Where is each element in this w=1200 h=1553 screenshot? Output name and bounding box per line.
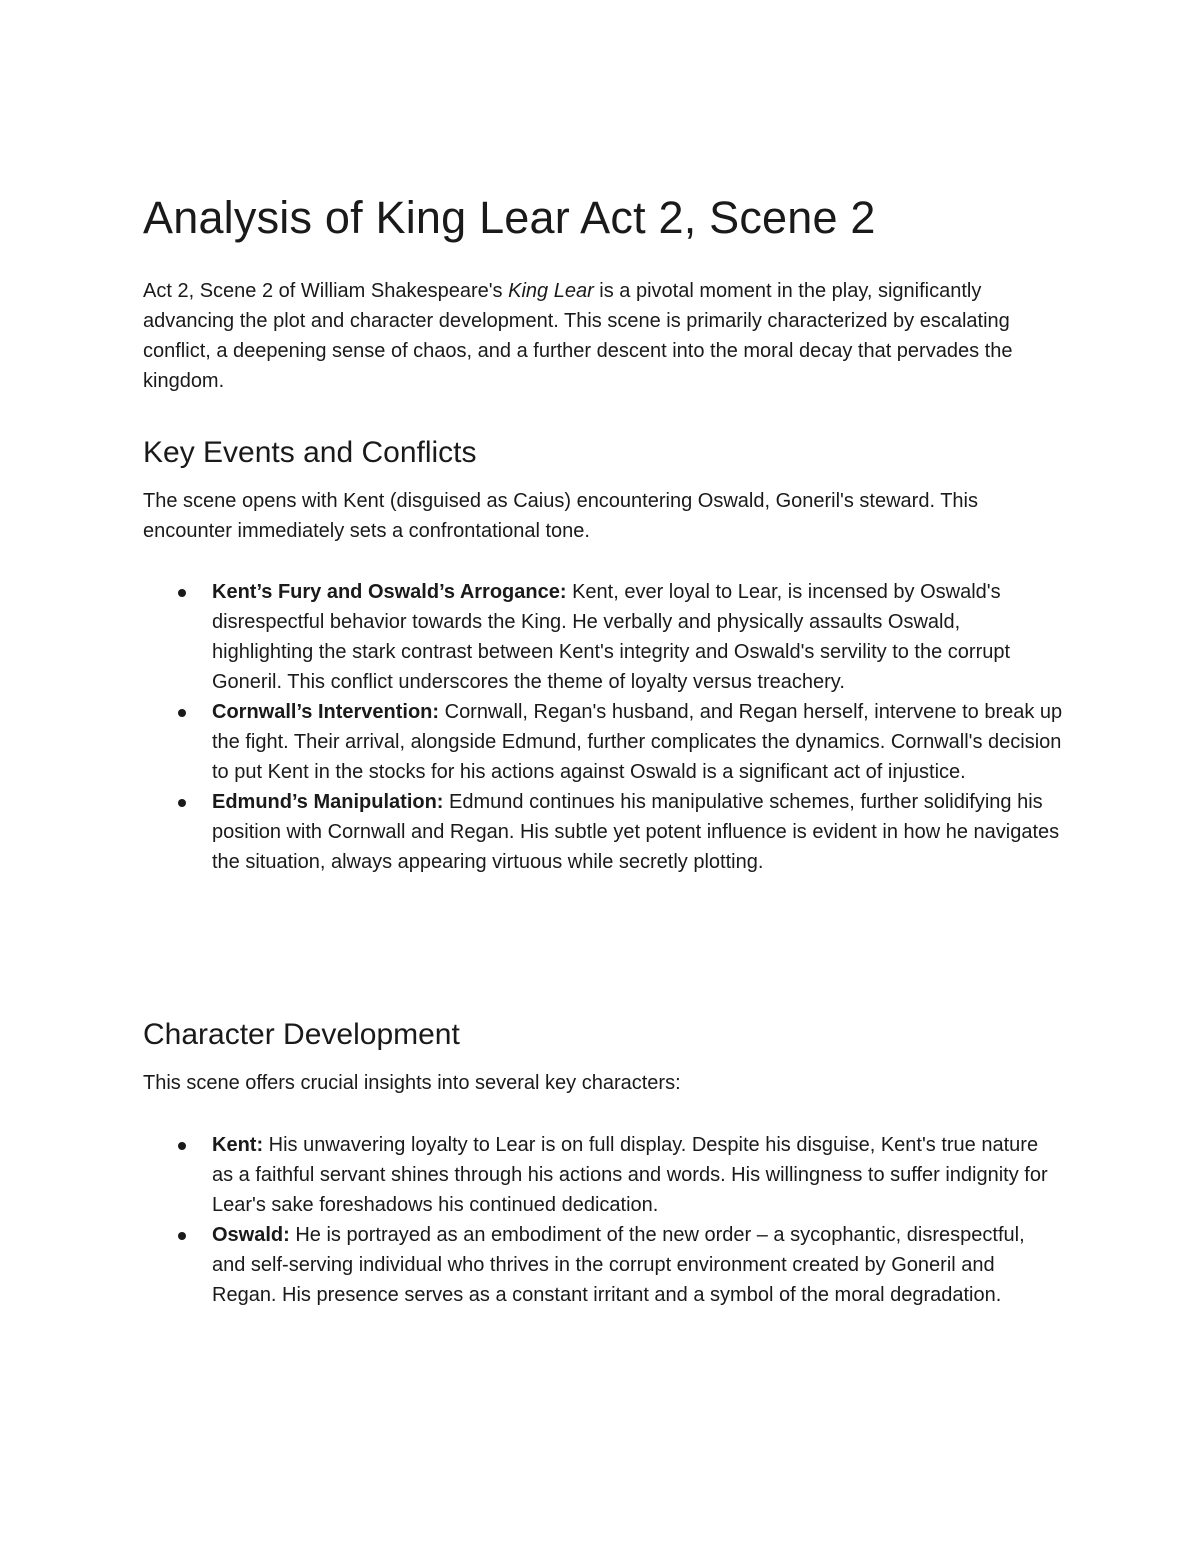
bullet-icon <box>178 1232 186 1240</box>
list-item-label: Oswald: <box>212 1224 290 1246</box>
bullet-icon <box>178 589 186 597</box>
list-item-text: Edmund continues his manipulative schemes, further solidifying his position with Cornwall and Regan. His subtle yet potent influence is evident in how he navigates the situation, always appearing virtuous while secretly plotting. <box>212 791 1060 873</box>
section-heading-character-development: Character Development <box>143 1018 460 1051</box>
list-item-label: Kent’s Fury and Oswald’s Arrogance: <box>212 581 567 603</box>
list-item <box>143 577 1063 697</box>
section-lead-key-events: The scene opens with Kent (disguised as Caius) encountering Oswald, Goneril's steward. This encounter immediately sets a confrontational tone. <box>143 490 978 542</box>
key-events-list <box>143 577 1063 877</box>
bullet-icon <box>178 799 186 807</box>
list-item-text: Kent, ever loyal to Lear, is incensed by Oswald's disrespectful behavior towards the King. He verbally and physically assaults Oswald, highlighting the stark contrast between Kent's integrity and Oswald's servility to the corrupt Goneril. This conflict underscores the theme of loyalty versus treachery. <box>212 581 1011 693</box>
list-item <box>143 1220 1063 1310</box>
list-item-text: His unwavering loyalty to Lear is on full display. Despite his disguise, Kent's true nature as a faithful servant shines through his actions and words. His willingness to suffer indignity for Lear's sake foreshadows his continued dedication. <box>212 1134 1048 1216</box>
intro-text-end: is a pivotal moment in the play, significantly advancing the plot and character development. This scene is primarily characterized by escalating conflict, a deepening sense of chaos, and a further descent into the moral decay that pervades the kingdom. <box>143 280 1013 392</box>
bullet-icon <box>178 709 186 717</box>
page-title: Analysis of King Lear Act 2, Scene 2 <box>143 192 876 243</box>
list-item <box>143 1130 1063 1220</box>
list-item-label: Kent: <box>212 1134 264 1156</box>
section-heading-key-events: Key Events and Conflicts <box>143 436 477 469</box>
list-item-label: Edmund’s Manipulation: <box>212 791 444 813</box>
intro-text-start: Act 2, Scene 2 of William Shakespeare's <box>143 280 509 302</box>
character-list <box>143 1130 1063 1310</box>
list-item-text: Cornwall, Regan's husband, and Regan herself, intervene to break up the fight. Their arrival, alongside Edmund, further complicates the dynamics. Cornwall's decision to put Kent in the stocks for his actions against Oswald is a significant act of injustice. <box>212 701 1063 783</box>
intro-paragraph <box>143 276 1053 396</box>
list-item-label: Cornwall’s Intervention: <box>212 701 440 723</box>
list-item <box>143 697 1063 787</box>
play-title-italic: King Lear <box>508 280 594 302</box>
list-item <box>143 787 1063 877</box>
list-item-text: He is portrayed as an embodiment of the new order – a sycophantic, disrespectful, and self-serving individual who thrives in the corrupt environment created by Goneril and Regan. His presence serves as a constant irritant and a symbol of the moral degradation. <box>212 1224 1025 1306</box>
section-lead-character-development: This scene offers crucial insights into several key characters: <box>143 1072 681 1094</box>
bullet-icon <box>178 1142 186 1150</box>
